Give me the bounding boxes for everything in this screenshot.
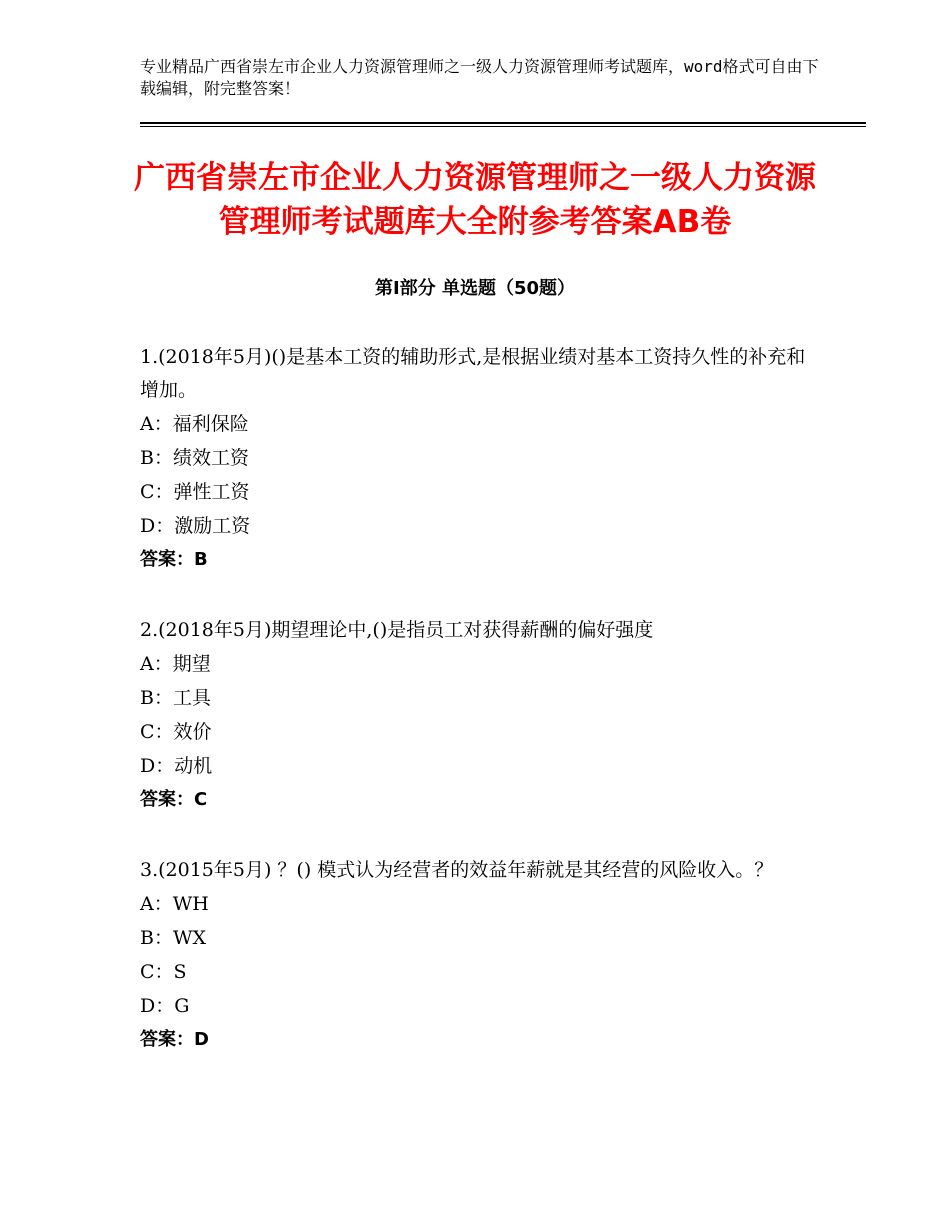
answer: 答案：B xyxy=(140,549,208,570)
option-c: C：S xyxy=(140,961,187,983)
option-b: B：绩效工资 xyxy=(140,447,249,469)
document-title: 广西省崇左市企业人力资源管理师之一级人力资源管理师考试题库大全附参考答案AB卷 xyxy=(134,160,816,240)
answer: 答案：D xyxy=(140,1029,209,1050)
option-b: B：WX xyxy=(140,927,207,949)
question-2 xyxy=(140,614,820,817)
question-1 xyxy=(140,341,820,577)
option-a: A：期望 xyxy=(140,653,211,675)
option-a: A：WH xyxy=(140,893,209,915)
header-note: 专业精品广西省崇左市企业人力资源管理师之一级人力资源管理师考试题库，word格式可自由下载编辑，附完整答案！ xyxy=(140,57,819,98)
option-a: A：福利保险 xyxy=(140,413,249,435)
header-rule-thick xyxy=(140,122,866,124)
option-d: D：G xyxy=(140,995,190,1017)
option-c: C：效价 xyxy=(140,721,212,743)
question-text: 2.(2018年5月)期望理论中,()是指员工对获得薪酬的偏好强度 xyxy=(140,619,654,641)
option-c: C：弹性工资 xyxy=(140,481,250,503)
option-d: D：动机 xyxy=(140,755,213,777)
question-text: 1.(2018年5月)()是基本工资的辅助形式,是根据业绩对基本工资持久性的补充和增加。 xyxy=(140,346,806,401)
question-text: 3.(2015年5月) ？() 模式认为经营者的效益年薪就是其经营的风险收入。？ xyxy=(140,859,774,881)
header-rule-thin xyxy=(140,126,866,127)
question-3 xyxy=(140,854,820,1057)
option-b: B：工具 xyxy=(140,687,211,709)
option-d: D：激励工资 xyxy=(140,515,251,537)
answer: 答案：C xyxy=(140,789,208,810)
section-title: 第Ⅰ部分 单选题（50题） xyxy=(374,278,575,299)
